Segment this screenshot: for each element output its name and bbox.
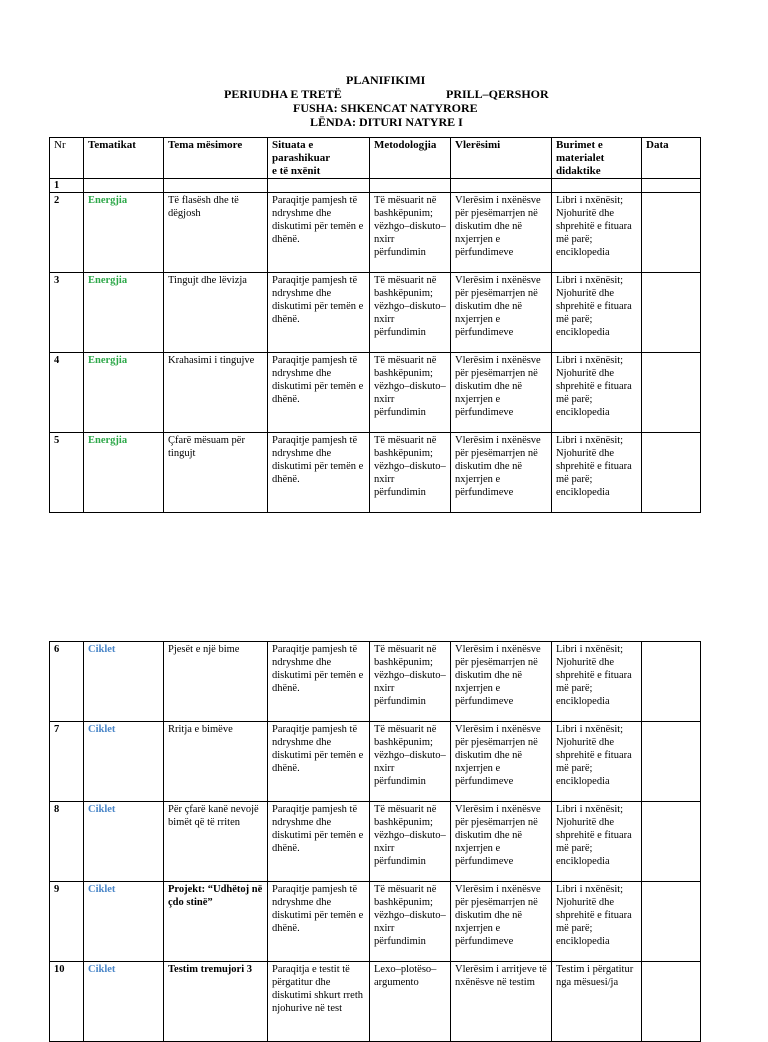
row-theme: Energjia bbox=[84, 353, 164, 433]
table-row bbox=[50, 642, 701, 722]
period-label: PERIUDHA E TRETË bbox=[224, 87, 342, 101]
row-nr: 1 bbox=[50, 179, 84, 193]
row-date bbox=[642, 193, 701, 273]
row-assessment: Vlerësim i nxënësve për pjesëmarrjen në diskutim dhe në nxjerrjen e përfundimeve bbox=[451, 353, 552, 433]
months-label: PRILL–QERSHOR bbox=[446, 87, 549, 101]
table-row bbox=[50, 433, 701, 513]
row-theme: Ciklet bbox=[84, 882, 164, 962]
row-method: Të mësuarit në bashkëpunim; vëzhgo–diskuto–nxirr përfundimin bbox=[370, 882, 451, 962]
row-assessment: Vlerësim i nxënësve për pjesëmarrjen në diskutim dhe në nxjerrjen e përfundimeve bbox=[451, 642, 552, 722]
row-topic: Tingujt dhe lëvizja bbox=[164, 273, 268, 353]
row-resources: Libri i nxënësit; Njohuritë dhe shprehitë e fituara më parë; enciklopedia bbox=[552, 882, 642, 962]
table-row bbox=[50, 179, 701, 193]
table-row bbox=[50, 882, 701, 962]
row-method: Të mësuarit në bashkëpunim; vëzhgo–diskuto–nxirr përfundimin bbox=[370, 353, 451, 433]
row-assessment: Vlerësim i nxënësve për pjesëmarrjen në diskutim dhe në nxjerrjen e përfundimeve bbox=[451, 882, 552, 962]
subject-label: LËNDA: DITURI NATYRE I bbox=[310, 115, 463, 129]
col-header-topic: Tema mësimore bbox=[164, 138, 268, 179]
row-resources: Libri i nxënësit; Njohuritë dhe shprehitë e fituara më parë; enciklopedia bbox=[552, 273, 642, 353]
table-row bbox=[50, 802, 701, 882]
table-header-row bbox=[50, 138, 701, 179]
row-nr: 8 bbox=[50, 802, 84, 882]
row-date bbox=[642, 882, 701, 962]
plan-table-2 bbox=[49, 641, 701, 1042]
row-assessment: Vlerësim i nxënësve për pjesëmarrjen në diskutim dhe në nxjerrjen e përfundimeve bbox=[451, 722, 552, 802]
row-situation: Paraqitje pamjesh të ndryshme dhe diskutimi për temën e dhënë. bbox=[268, 802, 370, 882]
row-nr: 6 bbox=[50, 642, 84, 722]
row-topic: Çfarë mësuam për tingujt bbox=[164, 433, 268, 513]
table-row bbox=[50, 273, 701, 353]
row-nr: 5 bbox=[50, 433, 84, 513]
empty-cell bbox=[451, 179, 552, 193]
row-method: Të mësuarit në bashkëpunim; vëzhgo–diskuto–nxirr përfundimin bbox=[370, 802, 451, 882]
empty-cell bbox=[642, 179, 701, 193]
row-method: Të mësuarit në bashkëpunim; vëzhgo–diskuto–nxirr përfundimin bbox=[370, 722, 451, 802]
row-theme: Energjia bbox=[84, 273, 164, 353]
row-situation: Paraqitje pamjesh të ndryshme dhe diskutimi për temën e dhënë. bbox=[268, 353, 370, 433]
col-header-resources: Burimet e materialet didaktike bbox=[552, 138, 642, 179]
row-assessment: Vlerësim i nxënësve për pjesëmarrjen në diskutim dhe në nxjerrjen e përfundimeve bbox=[451, 193, 552, 273]
row-situation: Paraqitje pamjesh të ndryshme dhe diskutimi për temën e dhënë. bbox=[268, 433, 370, 513]
row-theme: Ciklet bbox=[84, 722, 164, 802]
row-date bbox=[642, 962, 701, 1042]
field-label: FUSHA: SHKENCAT NATYRORE bbox=[293, 101, 478, 115]
empty-cell bbox=[84, 179, 164, 193]
col-header-method: Metodologjia bbox=[370, 138, 451, 179]
row-assessment: Vlerësim i nxënësve për pjesëmarrjen në diskutim dhe në nxjerrjen e përfundimeve bbox=[451, 273, 552, 353]
row-assessment: Vlerësim i nxënësve për pjesëmarrjen në diskutim dhe në nxjerrjen e përfundimeve bbox=[451, 802, 552, 882]
row-situation: Paraqitje pamjesh të ndryshme dhe diskutimi për temën e dhënë. bbox=[268, 273, 370, 353]
empty-cell bbox=[370, 179, 451, 193]
row-theme: Ciklet bbox=[84, 642, 164, 722]
table-row bbox=[50, 353, 701, 433]
row-nr: 9 bbox=[50, 882, 84, 962]
row-date bbox=[642, 642, 701, 722]
row-resources: Libri i nxënësit; Njohuritë dhe shprehitë e fituara më parë; enciklopedia bbox=[552, 193, 642, 273]
empty-cell bbox=[552, 179, 642, 193]
row-theme: Energjia bbox=[84, 433, 164, 513]
row-method: Të mësuarit në bashkëpunim; vëzhgo–diskuto–nxirr përfundimin bbox=[370, 273, 451, 353]
row-method: Të mësuarit në bashkëpunim; vëzhgo–diskuto–nxirr përfundimin bbox=[370, 193, 451, 273]
row-date bbox=[642, 802, 701, 882]
table-row bbox=[50, 962, 701, 1042]
row-nr: 3 bbox=[50, 273, 84, 353]
row-topic: Testim tremujori 3 bbox=[164, 962, 268, 1042]
row-topic: Pjesët e një bime bbox=[164, 642, 268, 722]
col-header-assessment: Vlerësimi bbox=[451, 138, 552, 179]
col-header-themes: Tematikat bbox=[84, 138, 164, 179]
row-date bbox=[642, 273, 701, 353]
row-theme: Ciklet bbox=[84, 802, 164, 882]
row-situation: Paraqitje pamjesh të ndryshme dhe diskutimi për temën e dhënë. bbox=[268, 193, 370, 273]
col-header-date: Data bbox=[642, 138, 701, 179]
row-topic: Krahasimi i tingujve bbox=[164, 353, 268, 433]
table-row bbox=[50, 193, 701, 273]
row-topic: Rritja e bimëve bbox=[164, 722, 268, 802]
row-nr: 4 bbox=[50, 353, 84, 433]
plan-table-1 bbox=[49, 137, 701, 513]
row-method: Lexo–plotëso–argumento bbox=[370, 962, 451, 1042]
row-resources: Libri i nxënësit; Njohuritë dhe shprehitë e fituara më parë; enciklopedia bbox=[552, 722, 642, 802]
row-topic: Për çfarë kanë nevojë bimët që të rriten bbox=[164, 802, 268, 882]
row-date bbox=[642, 353, 701, 433]
table-1-body bbox=[50, 193, 701, 513]
row-resources: Libri i nxënësit; Njohuritë dhe shprehitë e fituara më parë; enciklopedia bbox=[552, 353, 642, 433]
empty-cell bbox=[164, 179, 268, 193]
row-theme: Ciklet bbox=[84, 962, 164, 1042]
empty-cell bbox=[268, 179, 370, 193]
col-header-situation: Situata e parashikuar e të nxënit bbox=[268, 138, 370, 179]
row-situation: Paraqitja e testit të përgatitur dhe diskutimi shkurt rreth njohurive në test bbox=[268, 962, 370, 1042]
row-resources: Libri i nxënësit; Njohuritë dhe shprehitë e fituara më parë; enciklopedia bbox=[552, 433, 642, 513]
doc-title: PLANIFIKIMI bbox=[346, 73, 426, 87]
row-nr: 7 bbox=[50, 722, 84, 802]
table-2-body bbox=[50, 642, 701, 1042]
row-situation: Paraqitje pamjesh të ndryshme dhe diskutimi për temën e dhënë. bbox=[268, 882, 370, 962]
row-assessment: Vlerësim i arritjeve të nxënësve në testim bbox=[451, 962, 552, 1042]
row-resources: Testim i përgatitur nga mësuesi/ja bbox=[552, 962, 642, 1042]
row-method: Të mësuarit në bashkëpunim; vëzhgo–diskuto–nxirr përfundimin bbox=[370, 642, 451, 722]
row-situation: Paraqitje pamjesh të ndryshme dhe diskutimi për temën e dhënë. bbox=[268, 722, 370, 802]
document-header bbox=[0, 73, 768, 129]
row-topic: Projekt: “Udhëtoj në çdo stinë” bbox=[164, 882, 268, 962]
row-situation: Paraqitje pamjesh të ndryshme dhe diskutimi për temën e dhënë. bbox=[268, 642, 370, 722]
row-method: Të mësuarit në bashkëpunim; vëzhgo–diskuto–nxirr përfundimin bbox=[370, 433, 451, 513]
row-resources: Libri i nxënësit; Njohuritë dhe shprehitë e fituara më parë; enciklopedia bbox=[552, 802, 642, 882]
row-nr: 10 bbox=[50, 962, 84, 1042]
row-assessment: Vlerësim i nxënësve për pjesëmarrjen në diskutim dhe në nxjerrjen e përfundimeve bbox=[451, 433, 552, 513]
row-resources: Libri i nxënësit; Njohuritë dhe shprehitë e fituara më parë; enciklopedia bbox=[552, 642, 642, 722]
row-nr: 2 bbox=[50, 193, 84, 273]
row-date bbox=[642, 722, 701, 802]
row-theme: Energjia bbox=[84, 193, 164, 273]
table-row bbox=[50, 722, 701, 802]
col-header-nr: Nr bbox=[50, 138, 84, 179]
row-topic: Të flasësh dhe të dëgjosh bbox=[164, 193, 268, 273]
row-date bbox=[642, 433, 701, 513]
